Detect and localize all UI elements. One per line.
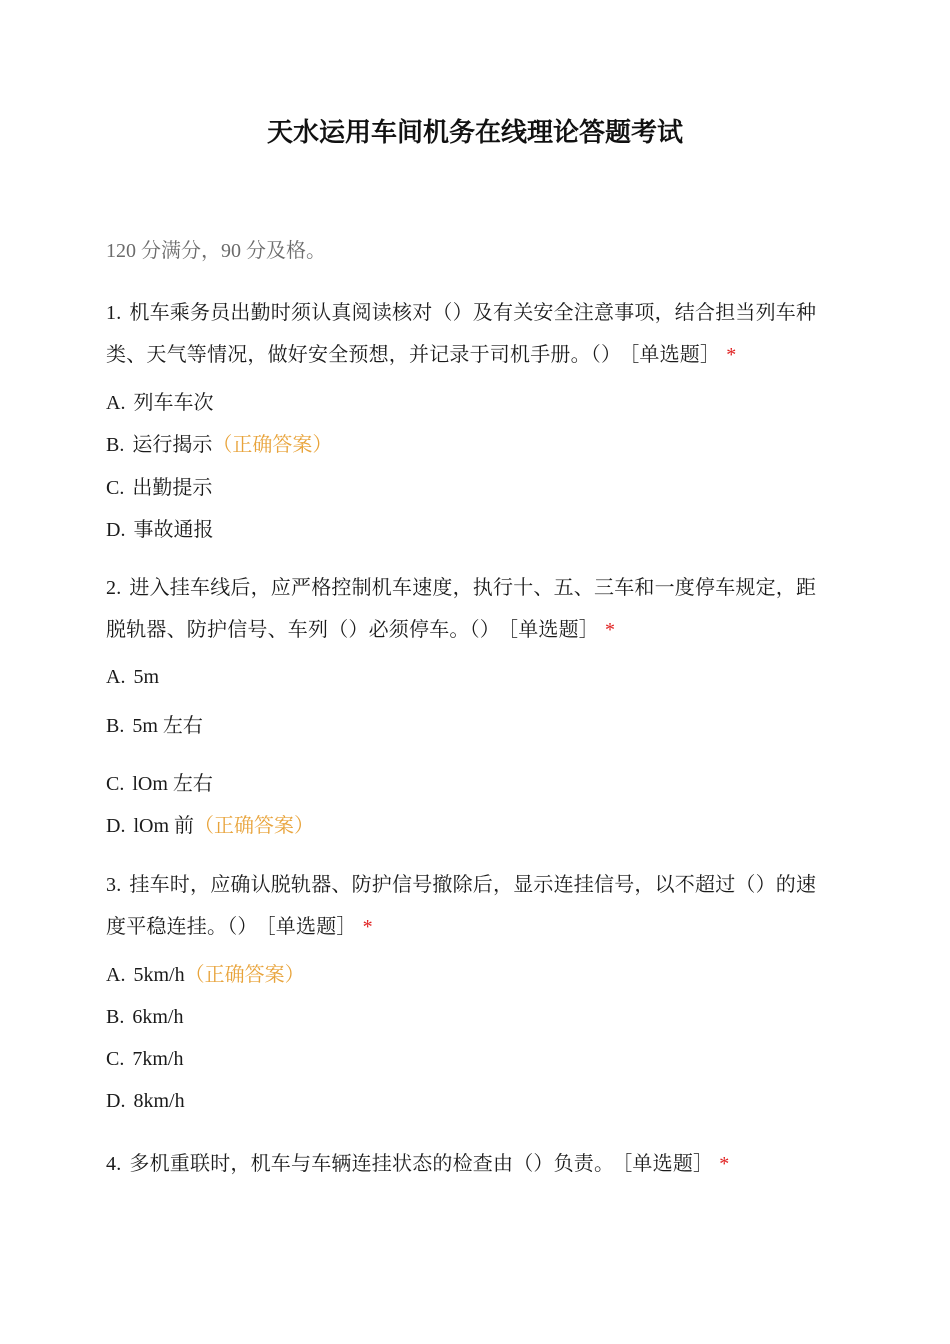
page-title: 天水运用车间机务在线理论答题考试 [266, 118, 683, 148]
question-type-label: ［单选题］ [629, 344, 721, 366]
option-letter: D. [106, 815, 126, 837]
option-text: 事故通报 [133, 519, 214, 541]
question-text: 挂车时，应确认脱轨器、防护信号撤除后，显示连挂信号，以不超过（）的速 [129, 874, 817, 896]
option-letter: C. [106, 477, 125, 499]
option-letter: C. [106, 773, 125, 795]
question-text: 机车乘务员出勤时须认真阅读核对（）及有关安全注意事项，结合担当列车种 [129, 302, 817, 324]
correct-answer-tag: （正确答案） [184, 964, 305, 986]
option-letter: D. [106, 1090, 126, 1112]
option-letter: B. [106, 715, 125, 737]
question-text: 脱轨器、防护信号、车列（）必须停车。（） [106, 619, 500, 641]
question-number: 4. [106, 1153, 122, 1175]
score-intro: 120 分满分，90 分及格。 [106, 240, 326, 262]
question-3-option-a[interactable] [106, 958, 305, 987]
required-mark: * [605, 619, 616, 641]
question-4-line-1 [106, 1147, 729, 1176]
question-2-option-a[interactable] [106, 666, 159, 689]
option-letter: C. [106, 1048, 125, 1070]
question-2-option-b[interactable] [106, 709, 203, 738]
question-text: 度平稳连挂。（） [106, 916, 258, 938]
question-2-line-1 [106, 571, 816, 600]
question-3-option-b[interactable] [106, 1006, 183, 1029]
option-text: 列车车次 [133, 392, 214, 414]
option-text: 8km/h [133, 1090, 185, 1112]
question-3-line-2 [106, 910, 373, 939]
required-mark: * [726, 344, 737, 366]
question-3-line-1 [106, 868, 816, 897]
option-text: 运行揭示 [132, 434, 213, 456]
option-text: 7km/h [132, 1048, 184, 1070]
question-2-option-c[interactable] [106, 767, 213, 796]
option-letter: A. [106, 392, 126, 414]
option-letter: D. [106, 519, 126, 541]
option-text: lOm 左右 [132, 773, 213, 795]
question-3-option-c[interactable] [106, 1048, 183, 1071]
question-type-label: ［单选题］ [622, 1153, 714, 1175]
question-text: 多机重联时，机车与车辆连挂状态的检查由（）负责。 [129, 1153, 615, 1175]
option-text: 5m 左右 [132, 715, 203, 737]
question-1-line-2 [106, 338, 736, 367]
question-1-line-1 [106, 296, 816, 325]
question-number: 1. [106, 302, 122, 324]
option-text: 6km/h [132, 1006, 184, 1028]
question-text: 类、天气等情况，做好安全预想，并记录于司机手册。（） [106, 344, 622, 366]
question-number: 3. [106, 874, 122, 896]
question-1-option-d[interactable] [106, 513, 213, 542]
question-1-option-a[interactable] [106, 386, 213, 415]
question-2-option-d[interactable] [106, 809, 314, 838]
question-number: 2. [106, 577, 122, 599]
required-mark: * [719, 1153, 730, 1175]
option-text: lOm 前 [133, 815, 195, 837]
question-3-option-d[interactable] [106, 1090, 185, 1113]
option-text: 5km/h [133, 964, 185, 986]
option-text: 5m [133, 666, 160, 688]
question-type-label: ［单选题］ [265, 916, 357, 938]
question-2-line-2 [106, 613, 615, 642]
question-type-label: ［单选题］ [508, 619, 599, 641]
option-letter: A. [106, 964, 126, 986]
required-mark: * [362, 916, 373, 938]
question-text: 进入挂车线后，应严格控制机车速度，执行十、五、三车和一度停车规定，距 [129, 577, 817, 599]
question-1-option-b[interactable] [106, 428, 332, 457]
question-1-option-c[interactable] [106, 471, 212, 500]
option-letter: B. [106, 434, 125, 456]
correct-answer-tag: （正确答案） [194, 815, 315, 837]
correct-answer-tag: （正确答案） [212, 434, 333, 456]
option-text: 出勤提示 [132, 477, 213, 499]
option-letter: A. [106, 666, 126, 688]
option-letter: B. [106, 1006, 125, 1028]
